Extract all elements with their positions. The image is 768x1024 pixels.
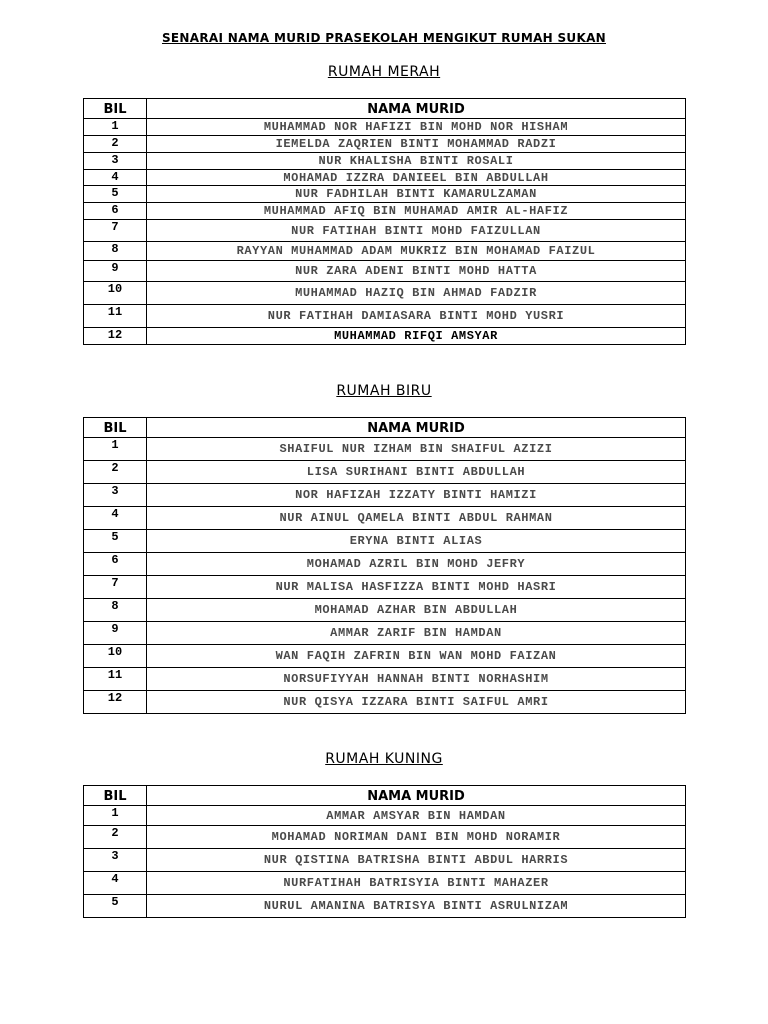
row-number: 10 — [84, 282, 147, 305]
row-number: 5 — [84, 186, 147, 203]
student-name: MOHAMAD NORIMAN DANI BIN MOHD NORAMIR — [147, 826, 686, 849]
row-number: 11 — [84, 305, 147, 328]
row-number: 2 — [84, 826, 147, 849]
table-row — [84, 170, 686, 186]
document-title: SENARAI NAMA MURID PRASEKOLAH MENGIKUT RUMAH SUKAN — [161, 31, 607, 45]
row-number: 8 — [84, 599, 147, 622]
student-name: SHAIFUL NUR IZHAM BIN SHAIFUL AZIZI — [147, 438, 686, 461]
table-row — [84, 282, 686, 305]
student-name: NUR MALISA HASFIZZA BINTI MOHD HASRI — [147, 576, 686, 599]
table-row — [84, 872, 686, 895]
student-name: NUR FATIHAH DAMIASARA BINTI MOHD YUSRI — [147, 305, 686, 328]
table-row — [84, 438, 686, 461]
row-number: 11 — [84, 668, 147, 691]
table-header-row — [84, 418, 686, 438]
column-header-bil: BIL — [84, 418, 147, 438]
table-merah — [83, 98, 686, 345]
table-header-row — [84, 99, 686, 119]
table-row — [84, 461, 686, 484]
table-row — [84, 622, 686, 645]
student-name: IEMELDA ZAQRIEN BINTI MOHAMMAD RADZI — [147, 136, 686, 153]
table-row — [84, 203, 686, 220]
section-heading-kuning: RUMAH KUNING — [325, 751, 443, 767]
table-row — [84, 153, 686, 170]
student-name: MOHAMAD IZZRA DANIEEL BIN ABDULLAH — [147, 170, 686, 186]
row-number: 5 — [84, 530, 147, 553]
student-name: NUR FATIHAH BINTI MOHD FAIZULLAN — [147, 220, 686, 242]
table-row — [84, 668, 686, 691]
row-number: 9 — [84, 261, 147, 282]
column-header-bil: BIL — [84, 99, 147, 119]
student-name: MOHAMAD AZRIL BIN MOHD JEFRY — [147, 553, 686, 576]
student-name: LISA SURIHANI BINTI ABDULLAH — [147, 461, 686, 484]
table-row — [84, 530, 686, 553]
table-row — [84, 553, 686, 576]
row-number: 4 — [84, 170, 147, 186]
student-name: ERYNA BINTI ALIAS — [147, 530, 686, 553]
student-name: WAN FAQIH ZAFRIN BIN WAN MOHD FAIZAN — [147, 645, 686, 668]
student-name: NUR AINUL QAMELA BINTI ABDUL RAHMAN — [147, 507, 686, 530]
row-number: 2 — [84, 136, 147, 153]
student-name: AMMAR ZARIF BIN HAMDAN — [147, 622, 686, 645]
row-number: 5 — [84, 895, 147, 918]
table-row — [84, 691, 686, 714]
column-header-nama: NAMA MURID — [147, 786, 686, 806]
row-number: 12 — [84, 328, 147, 345]
row-number: 4 — [84, 507, 147, 530]
table-row — [84, 484, 686, 507]
table-biru — [83, 417, 686, 714]
student-name: MOHAMAD AZHAR BIN ABDULLAH — [147, 599, 686, 622]
student-name: RAYYAN MUHAMMAD ADAM MUKRIZ BIN MOHAMAD FAIZUL — [147, 242, 686, 261]
row-number: 3 — [84, 484, 147, 507]
table-row — [84, 849, 686, 872]
student-name: NUR FADHILAH BINTI KAMARULZAMAN — [147, 186, 686, 203]
row-number: 2 — [84, 461, 147, 484]
table-kuning — [83, 785, 686, 918]
student-name: NUR QISTINA BATRISHA BINTI ABDUL HARRIS — [147, 849, 686, 872]
table-row — [84, 261, 686, 282]
student-name: NURUL AMANINA BATRISYA BINTI ASRULNIZAM — [147, 895, 686, 918]
row-number: 8 — [84, 242, 147, 261]
column-header-bil: BIL — [84, 786, 147, 806]
row-number: 3 — [84, 153, 147, 170]
row-number: 7 — [84, 576, 147, 599]
table-row — [84, 895, 686, 918]
row-number: 4 — [84, 872, 147, 895]
student-name: NORSUFIYYAH HANNAH BINTI NORHASHIM — [147, 668, 686, 691]
table-row — [84, 599, 686, 622]
row-number: 3 — [84, 849, 147, 872]
student-name: NUR KHALISHA BINTI ROSALI — [147, 153, 686, 170]
table-row — [84, 576, 686, 599]
table-row — [84, 186, 686, 203]
student-name: MUHAMMAD RIFQI AMSYAR — [147, 328, 686, 345]
table-row — [84, 826, 686, 849]
table-row — [84, 119, 686, 136]
section-heading-biru: RUMAH BIRU — [336, 383, 432, 399]
row-number: 12 — [84, 691, 147, 714]
student-name: NUR QISYA IZZARA BINTI SAIFUL AMRI — [147, 691, 686, 714]
row-number: 6 — [84, 203, 147, 220]
student-name: MUHAMMAD HAZIQ BIN AHMAD FADZIR — [147, 282, 686, 305]
row-number: 1 — [84, 806, 147, 826]
table-row — [84, 645, 686, 668]
table-row — [84, 806, 686, 826]
table-row — [84, 136, 686, 153]
row-number: 6 — [84, 553, 147, 576]
table-row — [84, 242, 686, 261]
student-name: MUHAMMAD AFIQ BIN MUHAMAD AMIR AL-HAFIZ — [147, 203, 686, 220]
table-row — [84, 305, 686, 328]
table-row — [84, 507, 686, 530]
row-number: 10 — [84, 645, 147, 668]
student-name: NOR HAFIZAH IZZATY BINTI HAMIZI — [147, 484, 686, 507]
row-number: 1 — [84, 119, 147, 136]
section-heading-merah: RUMAH MERAH — [327, 64, 441, 80]
table-row — [84, 220, 686, 242]
student-name: NURFATIHAH BATRISYIA BINTI MAHAZER — [147, 872, 686, 895]
student-name: MUHAMMAD NOR HAFIZI BIN MOHD NOR HISHAM — [147, 119, 686, 136]
column-header-nama: NAMA MURID — [147, 99, 686, 119]
student-name: NUR ZARA ADENI BINTI MOHD HATTA — [147, 261, 686, 282]
row-number: 9 — [84, 622, 147, 645]
row-number: 7 — [84, 220, 147, 242]
student-name: AMMAR AMSYAR BIN HAMDAN — [147, 806, 686, 826]
column-header-nama: NAMA MURID — [147, 418, 686, 438]
table-row — [84, 328, 686, 345]
table-header-row — [84, 786, 686, 806]
row-number: 1 — [84, 438, 147, 461]
